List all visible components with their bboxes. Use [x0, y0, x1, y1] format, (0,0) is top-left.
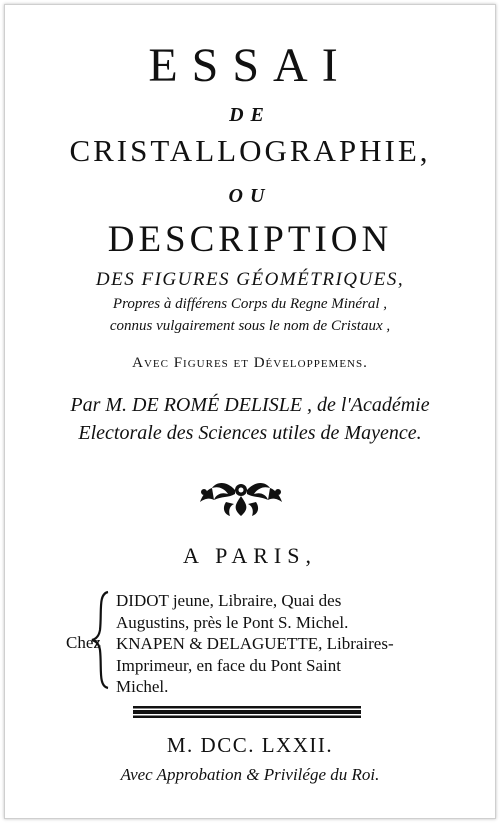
- publisher-line-5: Michel.: [116, 677, 169, 696]
- fleuron-ornament-icon: [196, 478, 286, 520]
- description-title: DESCRIPTION: [107, 219, 393, 260]
- main-title: ESSAI: [148, 39, 352, 92]
- imprint-city: A PARIS,: [182, 543, 317, 568]
- figures-line: DES FIGURES GÉOMÉTRIQUES,: [95, 269, 405, 290]
- double-rule-divider: [133, 705, 361, 719]
- approbation-line: Avec Approbation & Privilége du Roi.: [120, 765, 380, 784]
- curly-brace-icon: [90, 590, 112, 690]
- publisher-line-1: DIDOT jeune, Libraire, Quai des: [116, 591, 342, 610]
- imprint-chez: Chez: [66, 633, 101, 652]
- publisher-line-2: Augustins, près le Pont S. Michel.: [116, 612, 349, 632]
- academy-line: Electorale des Sciences utiles de Mayence.: [78, 422, 422, 444]
- title-connector-ou: OU: [228, 185, 272, 207]
- subject-title: CRISTALLOGRAPHIE,: [69, 133, 431, 168]
- imprint-publishers: [116, 590, 394, 698]
- propres-line: Propres à différens Corps du Regne Minéral ,: [112, 296, 388, 312]
- publication-date: M. DCC. LXXII.: [166, 733, 334, 757]
- title-connector-de: DE: [229, 104, 271, 126]
- publisher-line-4: Imprimeur, en face du Pont Saint: [116, 655, 341, 675]
- publisher-line-3: KNAPEN & DELAGUETTE, Libraires-: [116, 634, 394, 653]
- author-line: Par M. DE ROMÉ DELISLE , de l'Académie: [70, 394, 430, 416]
- avec-figures-line: Avec Figures et Développemens.: [132, 355, 368, 371]
- connus-line: connus vulgairement sous le nom de Cristaux ,: [109, 318, 391, 334]
